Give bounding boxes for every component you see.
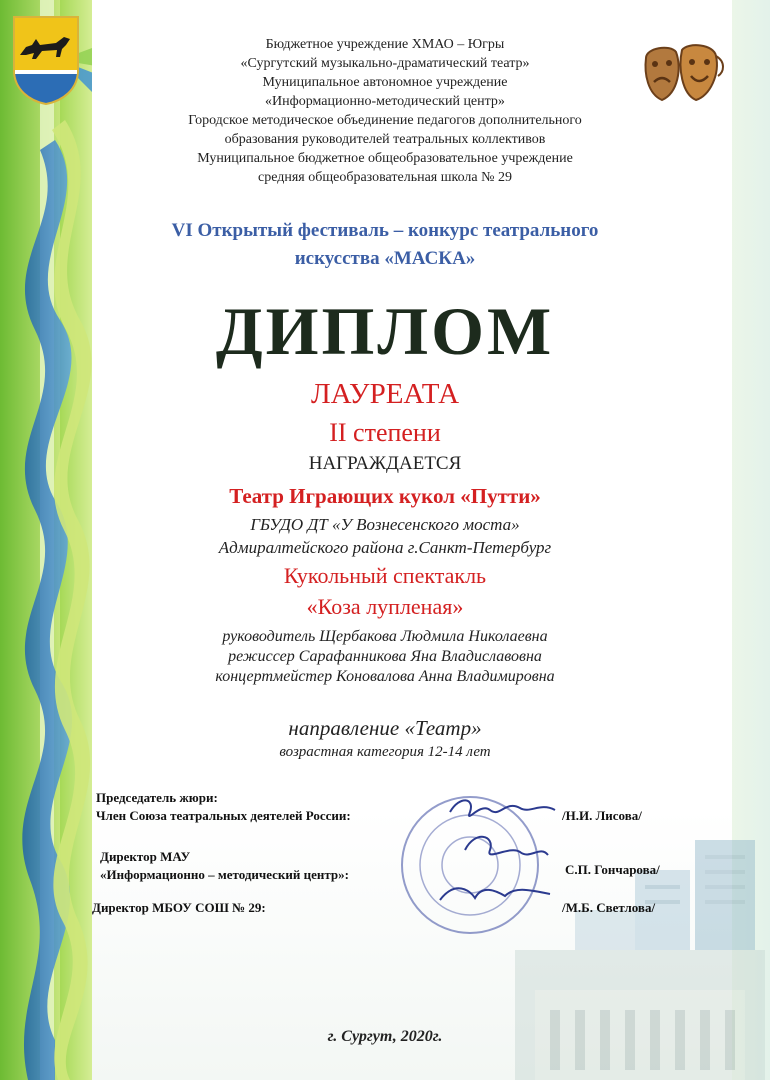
festival-title-line1: VI Открытый фестиваль – конкурс театрального bbox=[171, 220, 599, 241]
school-director-label: Директор МБОУ СОШ № 29: bbox=[92, 900, 266, 915]
header-line: средняя общеобразовательная школа № 29 bbox=[257, 170, 512, 185]
recipient-org: ГБУДО ДТ «У Вознесенского моста» bbox=[250, 515, 520, 534]
recipient-name: Театр Играющих кукол «Путти» bbox=[229, 484, 541, 508]
show-type: Кукольный спектакль bbox=[283, 563, 487, 588]
direction-label: направление «Театр» bbox=[288, 716, 482, 740]
place-date: г. Сургут, 2020г. bbox=[327, 1028, 443, 1045]
header-line: Муниципальное бюджетное общеобразовательное учреждение bbox=[197, 151, 573, 166]
show-title: «Коза лупленая» bbox=[306, 594, 464, 619]
mau-director-name: С.П. Гончарова/ bbox=[565, 862, 660, 877]
diploma-title: ДИПЛОМ bbox=[215, 293, 555, 369]
header-line: Городское методическое объединение педагогов дополнительного bbox=[188, 113, 582, 128]
header-line: образования руководителей театральных коллективов bbox=[224, 132, 546, 147]
school-director-name: /М.Б. Светлова/ bbox=[562, 900, 656, 915]
header-line: Бюджетное учреждение ХМАО – Югры bbox=[265, 37, 505, 52]
degree-label: II степени bbox=[329, 418, 441, 447]
laureate-label: ЛАУРЕАТА bbox=[310, 378, 460, 410]
header-line: «Сургутский музыкально-драматический театр» bbox=[240, 56, 530, 71]
recipient-district: Адмиралтейского района г.Санкт-Петербург bbox=[218, 538, 552, 557]
header-line: Муниципальное автономное учреждение bbox=[262, 75, 508, 90]
mau-director-sublabel: «Информационно – методический центр»: bbox=[100, 867, 349, 882]
jury-label: Председатель жюри: bbox=[96, 790, 218, 805]
age-category: возрастная категория 12-14 лет bbox=[279, 744, 491, 760]
jury-signature-name: /Н.И. Лисова/ bbox=[562, 808, 642, 823]
mau-director-label: Директор МАУ bbox=[100, 849, 191, 864]
jury-sublabel: Член Союза театральных деятелей России: bbox=[96, 808, 351, 823]
staff-line: концертмейстер Коновалова Анна Владимировна bbox=[215, 668, 555, 685]
festival-title-line2: искусства «МАСКА» bbox=[294, 248, 476, 269]
staff-line: режиссер Сарафанникова Яна Владиславовна bbox=[228, 648, 542, 665]
awarded-label: НАГРАЖДАЕТСЯ bbox=[308, 453, 462, 474]
header-line: «Информационно-методический центр» bbox=[265, 94, 505, 109]
staff-line: руководитель Щербакова Людмила Николаевна bbox=[222, 628, 548, 645]
